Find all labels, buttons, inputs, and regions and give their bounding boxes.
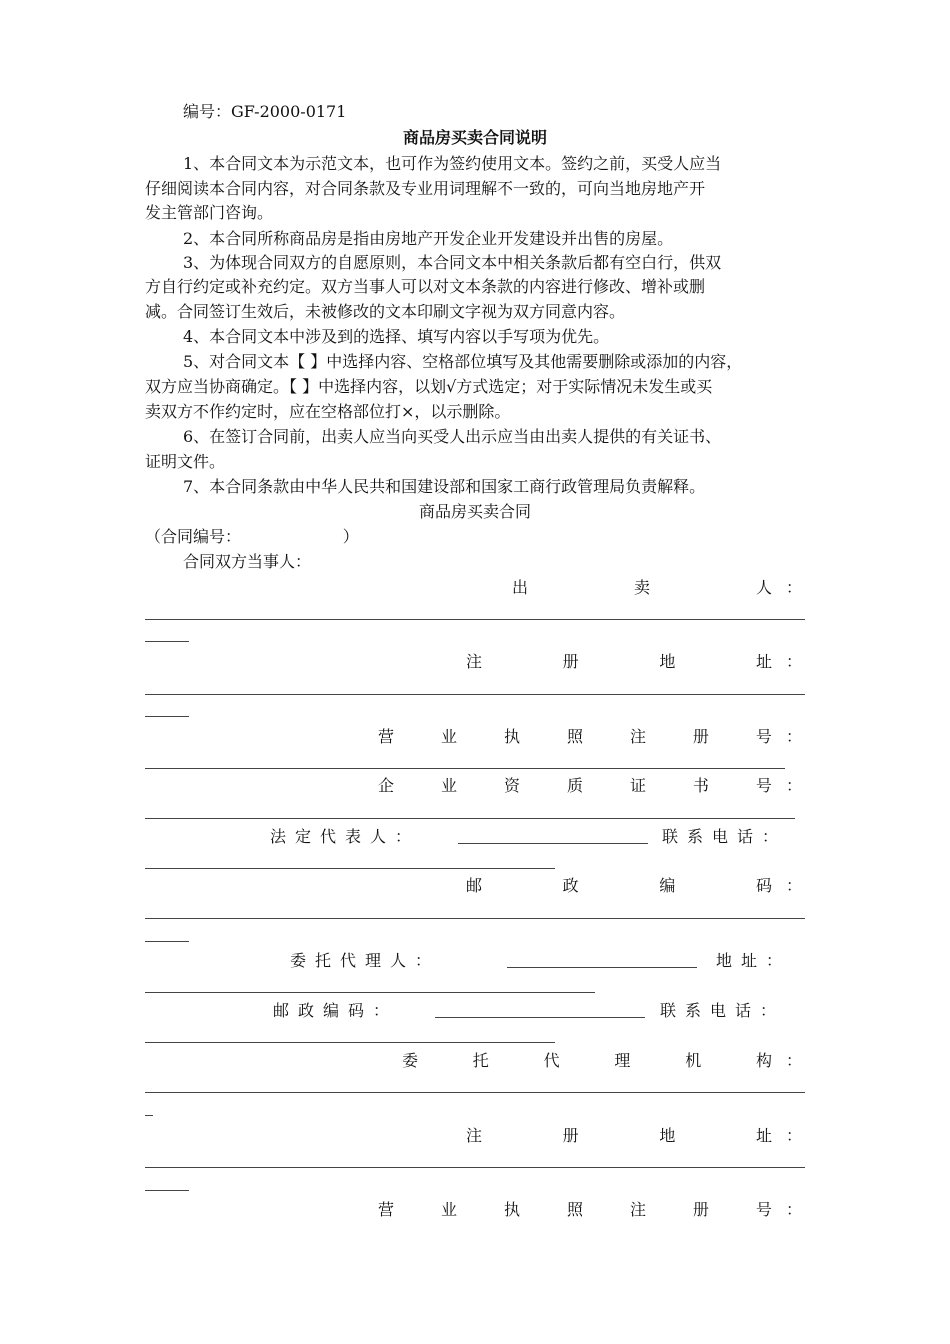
license-no-line[interactable] [145,768,785,769]
label-char: 地 [659,1126,676,1145]
parties-heading: 合同双方当事人： [183,552,312,571]
label-char: 号 [755,776,772,795]
label-char: 执 [503,1200,520,1219]
reg-address-line[interactable] [145,694,805,695]
label-char: 册 [692,1200,709,1219]
explanation-line: 6、在签订合同前，出卖人应当向买受人出示应当由出卖人提供的有关证书、 [183,427,722,446]
address-label: 地址： [716,951,792,970]
license-no-label: 营 业 执 照 注 册 号 ： [378,725,802,749]
label-char: 出 [512,578,529,597]
label-char: 托 [472,1051,489,1070]
postcode2-field[interactable] [435,1017,645,1018]
seller-line[interactable] [145,619,805,620]
label-char: 码 [755,876,772,895]
label-char: 理 [614,1051,631,1070]
reg-address-label: 注 册 地 址 ： [466,650,802,674]
label-char: 执 [503,727,520,746]
label-char: 址 [755,652,772,671]
label-char: 质 [566,776,583,795]
label-char: 政 [562,876,579,895]
license-no2-label: 营 业 执 照 注 册 号 ： [378,1198,802,1222]
label-char: 代 [543,1051,560,1070]
explanation-line: 3、为体现合同双方的自愿原则，本合同文本中相关条款后都有空白行，供双 [183,253,722,272]
label-char: 企 [378,776,395,795]
explanation-line: 减。合同签订生效后，未被修改的文本印刷文字视为双方同意内容。 [145,302,626,321]
contract-code: 编号：GF-2000-0171 [183,102,347,121]
postcode-label: 邮 政 编 码 ： [466,874,802,898]
label-char: 址 [755,1126,772,1145]
label-char: 书 [692,776,709,795]
explanation-line: 方自行约定或补充约定。双方当事人可以对文本条款的内容进行修改、增补或删 [145,277,706,296]
reg-address2-line[interactable] [145,1167,805,1168]
seller-label: 出 卖 人 ： [512,576,802,600]
explanation-line: 7、本合同条款由中华人民共和国建设部和国家工商行政管理局负责解释。 [183,477,706,496]
reg-address-line-cont [145,716,189,717]
label-char: 机 [685,1051,702,1070]
qualification-line[interactable] [145,818,795,819]
label-char: 人 [755,578,772,597]
explanation-line: 证明文件。 [145,452,226,471]
agent-label: 委托代理人： [290,951,441,970]
address-line[interactable] [145,992,595,993]
license-no2-text [378,1198,772,1222]
label-char: 册 [562,652,579,671]
agency-label: 委 托 代 理 机 构 ： [402,1049,802,1073]
agent-field[interactable] [507,967,697,968]
label-char: 业 [440,1200,457,1219]
label-char: 编 [659,876,676,895]
label-char: 照 [566,1200,583,1219]
agency-line-cont [145,1115,153,1116]
phone-line[interactable] [145,868,555,869]
postcode-line[interactable] [145,918,805,919]
postcode-text [466,874,772,898]
seller-text [512,576,772,600]
label-char: 照 [566,727,583,746]
label-char: 证 [629,776,646,795]
phone2-line[interactable] [145,1042,555,1043]
explanation-title: 商品房买卖合同说明 [402,128,547,147]
explanation-line: 仔细阅读本合同内容，对合同条款及专业用词理解不一致的，可向当地房地产开 [145,179,706,198]
explanation-line: 2、本合同所称商品房是指由房地产开发企业开发建设并出售的房屋。 [183,229,674,248]
label-char: 营 [378,727,395,746]
agency-text [402,1049,772,1073]
label-char: 册 [692,727,709,746]
label-char: 邮 [466,876,483,895]
reg-address2-text [466,1124,772,1148]
explanation-line: 发主管部门咨询。 [145,203,274,222]
phone2-label: 联系电话： [660,1001,786,1020]
label-char: 号 [755,1200,772,1219]
label-char: 卖 [633,578,650,597]
label-char: 注 [629,727,646,746]
label-char: 业 [440,727,457,746]
reg-address2-label: 注 册 地 址 ： [466,1124,802,1148]
explanation-line: 1、本合同文本为示范文本，也可作为签约使用文本。签约之前，买受人应当 [183,154,722,173]
legal-rep-field[interactable] [458,843,648,844]
contract-title: 商品房买卖合同 [418,502,531,521]
legal-rep-label: 法定代表人： [270,827,421,846]
qualification-label: 企 业 资 质 证 书 号 ： [378,774,802,798]
label-char: 号 [755,727,772,746]
label-char: 注 [629,1200,646,1219]
label-char: 资 [503,776,520,795]
phone-label: 联系电话： [662,827,788,846]
label-char: 地 [659,652,676,671]
reg-address-text [466,650,772,674]
postcode-line-cont [145,941,189,942]
label-char: 业 [440,776,457,795]
license-no-text [378,725,772,749]
agency-line[interactable] [145,1092,805,1093]
reg-address2-line-cont [145,1190,189,1191]
label-char: 注 [466,652,483,671]
explanation-line: 卖双方不作约定时，应在空格部位打×，以示删除。 [145,402,511,421]
explanation-line: 4、本合同文本中涉及到的选择、填写内容以手写项为优先。 [183,327,610,346]
contract-number: （合同编号： ） [145,527,359,546]
label-char: 构 [755,1051,772,1070]
explanation-line: 双方应当协商确定。【 】中选择内容，以划√方式选定；对于实际情况未发生或买 [145,377,713,396]
postcode2-label: 邮政编码： [273,1001,399,1020]
qualification-text [378,774,772,798]
label-char: 营 [378,1200,395,1219]
seller-line-cont [145,641,189,642]
label-char: 委 [402,1051,419,1070]
label-char: 册 [562,1126,579,1145]
explanation-line: 5、对合同文本【 】中选择内容、空格部位填写及其他需要删除或添加的内容， [183,352,743,371]
label-char: 注 [466,1126,483,1145]
